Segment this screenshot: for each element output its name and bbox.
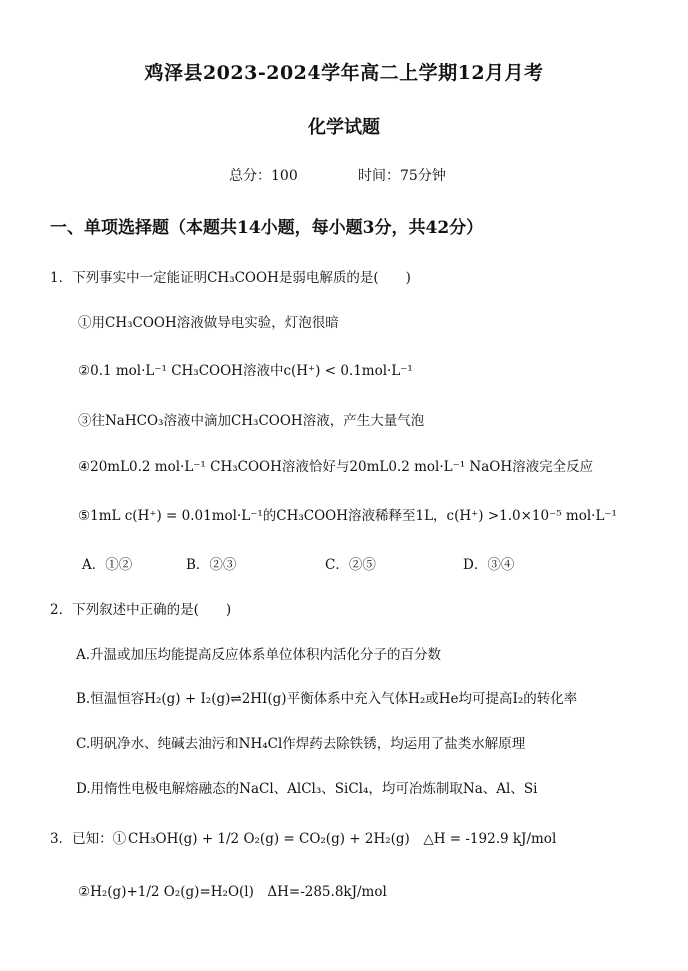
question-3-stem: 3．已知：① <box>50 831 127 847</box>
q2-option-d[interactable]: D.用惰性电极电解熔融态的NaCl、AlCl₃、SiCl₄，均可冶炼制取Na、Al、Si <box>76 781 538 797</box>
total-score: 总分：100 <box>229 168 298 184</box>
exam-time: 时间：75分钟 <box>358 168 446 184</box>
q1-item-1: ①用CH₃COOH溶液做导电实验，灯泡很暗 <box>78 315 339 331</box>
q1-option-c[interactable]: C．②⑤ <box>325 557 376 573</box>
question-1-stem: 1．下列事实中一定能证明CH₃COOH是弱电解质的是( ) <box>50 270 411 286</box>
exam-subtitle: 化学试题 <box>308 117 380 138</box>
q1-item-4: ④20mL0.2 mol·L⁻¹ CH₃COOH溶液恰好与20mL0.2 mol·L⁻¹ NaOH溶液完全反应 <box>78 459 594 475</box>
q1-item-3: ③往NaHCO₃溶液中滴加CH₃COOH溶液，产生大量气泡 <box>78 413 425 429</box>
q2-option-c[interactable]: C.明矾净水、纯碱去油污和NH₄Cl作焊药去除铁锈，均运用了盐类水解原理 <box>76 736 526 752</box>
q1-option-b[interactable]: B．②③ <box>186 557 237 573</box>
q1-item-2: ②0.1 mol·L⁻¹ CH₃COOH溶液中c(H⁺) < 0.1mol·L⁻¹ <box>78 363 413 379</box>
q1-option-a[interactable]: A．①② <box>82 557 133 573</box>
question-2-stem: 2．下列叙述中正确的是( ) <box>50 602 232 618</box>
q3-equation-1: CH₃OH(g) + 1/2 O₂(g) = CO₂(g) + 2H₂(g) △H = -192.9 kJ/mol <box>128 831 557 847</box>
q1-option-d[interactable]: D．③④ <box>463 557 515 573</box>
q3-equation-2: ②H₂(g)+1/2 O₂(g)=H₂O(l) ΔH=-285.8kJ/mol <box>78 884 387 900</box>
exam-title: 鸡泽县2023-2024学年高二上学期12月月考 <box>144 62 544 84</box>
q2-option-b[interactable]: B.恒温恒容H₂(g) + I₂(g)⇌2HI(g)平衡体系中充入气体H₂或He均可提高I₂的转化率 <box>76 691 578 707</box>
q2-option-a[interactable]: A.升温或加压均能提高反应体系单位体积内活化分子的百分数 <box>76 647 442 663</box>
q1-item-5: ⑤1mL c(H⁺) = 0.01mol·L⁻¹的CH₃COOH溶液稀释至1L，c(H⁺) >1.0×10⁻⁵ mol·L⁻¹ <box>78 508 617 524</box>
section-heading: 一、单项选择题（本题共14小题，每小题3分，共42分） <box>50 218 484 238</box>
